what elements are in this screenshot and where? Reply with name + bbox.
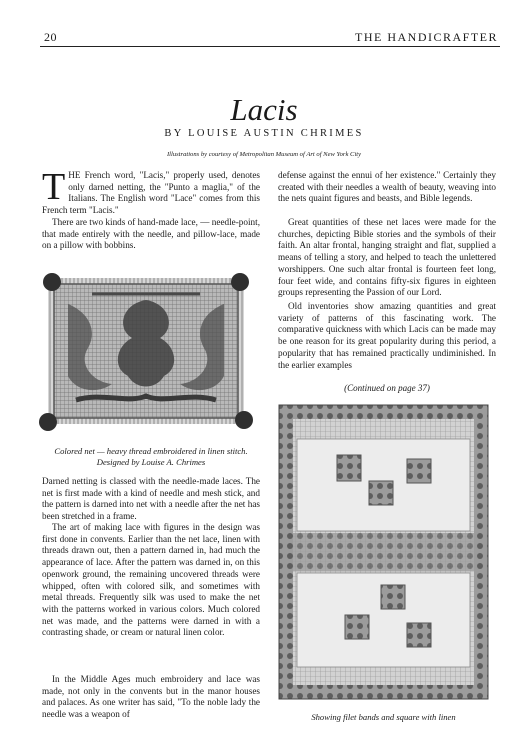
defense-paragraph: defense against the ennui of her existence." Certainly they created with their needles a wealth of beauty, weaving into the nets quaint figures and beasts, and Bible legends.	[278, 170, 496, 204]
lace-kinds-paragraph: There are two kinds of hand-made lace, — needle-point, that made entirely with the needle, and pillow-lace, made on a pillow with bobbins.	[42, 217, 260, 251]
intro-paragraph-text: HE French word, "Lacis," properly used, denotes only darned netting, the "Punto a maglia," of the Italians. The English word "Lace" comes from this French term "Lacis."	[42, 170, 260, 216]
darned-netting-paragraph: Darned netting is classed with the needle-made laces. The net is first made with a kind of needle and mesh stick, and the pattern is darned into net with a needle after the net has been stretched in a frame.	[42, 476, 260, 522]
cushion-lace-image	[32, 264, 260, 440]
cushion-caption-line2: Designed by Louise A. Chrimes	[96, 457, 206, 467]
cushion-lace-photo	[32, 264, 260, 440]
filet-caption: Showing filet bands and square with linen	[311, 712, 456, 722]
drop-cap: T	[42, 166, 66, 208]
cushion-caption-line1: Colored net — heavy thread embroidered in linen stitch.	[54, 446, 248, 456]
filet-panel-photo	[275, 401, 492, 703]
continued-note: (Continued on page 37)	[344, 383, 430, 393]
convent-lace-paragraph: The art of making lace with figures in the design was first done in convents. Earlier than the net lace, linen with threads drawn out, then a pattern darned in, had much the appearance of lace. After the pattern was darned in, on this openwork ground, the remaining uncovered threads were whipped, often with colored silk, and sometimes with metal threads. Frequently silk was used to make the net with the patterns worked in various colors. Much colored net was made, and the patterns were darned in with a contrasting shade, or cream or natural linen color.	[42, 522, 260, 638]
article-title: Lacis	[230, 92, 298, 127]
inventories-paragraph: Old inventories show amazing quantities and great variety of patterns of this fascinating work. The comparative quickness with which Lacis can be made may be one reason for its great popularity during this period, a popularity that has remained practically undiminished. In the earlier examples	[278, 301, 496, 370]
church-laces-paragraph: Great quantities of these net laces were made for the churches, depicting Bible stories and the symbols of their faith. An altar frontal, hanging straight and flat, supplied a means of telling a story, and helped to teach the unlettered worshippers. One such altar frontal is fourteen feet long, four feet wide, and contains fifty-six figures in eighteen groups representing the Passion of our Lord.	[278, 217, 496, 298]
middle-ages-paragraph: In the Middle Ages much embroidery and lace was made, not only in the convents but in the manor houses and palaces. As one writer has said, "To the noble lady the needle was a weapon of	[42, 674, 260, 720]
intro-paragraph	[42, 166, 260, 217]
publication-title: THE HANDICRAFTER	[355, 30, 498, 44]
illustration-credit: Illustrations by courtesy of Metropolitan Museum of Art of New York City	[166, 151, 362, 158]
filet-panel-image	[275, 401, 492, 703]
header-rule	[40, 46, 500, 47]
byline: BY LOUISE AUSTIN CHRIMES	[164, 128, 364, 139]
page-number: 20	[44, 30, 57, 44]
